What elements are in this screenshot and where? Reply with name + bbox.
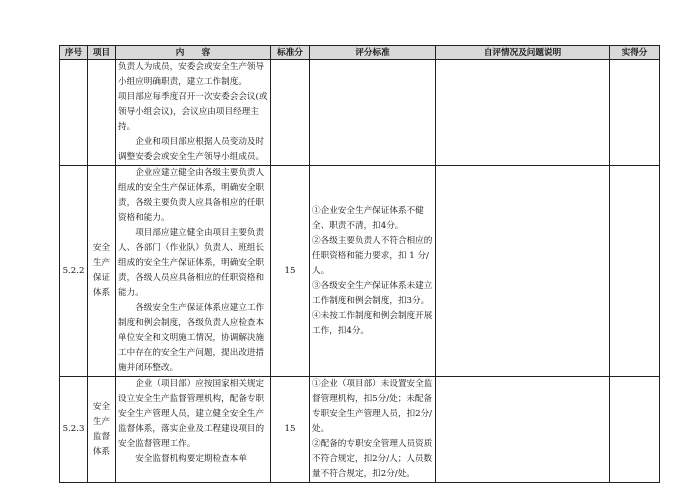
content-paragraph: 负责人为成员，安委会或安全生产领导小组应明确职责，建立工作制度。 <box>118 62 265 87</box>
criteria-line: ④未按工作制度和例会制度开展工作，扣4分。 <box>312 310 433 336</box>
criteria-line: ②各级主要负责人不符合相应的任职资格和能力要求，扣 1 分/人。 <box>312 235 433 276</box>
header-item: 项目 <box>88 46 116 60</box>
header-no: 序号 <box>60 46 88 60</box>
content-paragraph: 企业和项目部应根据人员变动及时调整安委会或安全生产领导小组成员。 <box>118 137 265 162</box>
criteria-line: ②配备的专职安全管理人员资质不符合规定，扣2分/人；人员数量不符合规定，扣2分/处。 <box>312 439 433 479</box>
header-score: 标准分 <box>271 46 310 60</box>
header-got: 实得分 <box>610 46 660 60</box>
content-paragraph: 企业应建立健全由各级主要负责人组成的安全生产保证体系，明确安全职责，各级主要负责人应具备相应的任职资格和能力。 <box>118 168 265 223</box>
table-row <box>60 60 660 166</box>
row-content <box>116 377 271 483</box>
row-content <box>116 166 271 377</box>
content-paragraph: 各级安全生产保证体系应建立工作制度和例会制度，各级负责人应检查本单位安全和文明施工情况，协调解决施工中存在的安全生产问题，提出改进措施并闭环整改。 <box>118 303 265 373</box>
criteria-line: ①企业安全生产保证体系不健全、职责不清，扣4分。 <box>312 205 424 231</box>
row-standard-score: 15 <box>271 166 310 377</box>
content-paragraph: 安全监督机构要定期检查本单 <box>135 454 247 464</box>
row-self-eval <box>436 377 610 483</box>
row-got-score <box>610 166 660 377</box>
header-criteria: 评分标准 <box>310 46 436 60</box>
row-self-eval <box>436 60 610 166</box>
row-criteria <box>310 377 436 483</box>
row-criteria <box>310 60 436 166</box>
row-item <box>88 60 116 166</box>
content-paragraph: 项目部应建立健全由项目主要负责人、各部门（作业队）负责人、班组长组成的安全生产保证体系，明确安全职责，各级人员应具备相应的任职资格和能力。 <box>118 228 265 298</box>
criteria-line: ③各级安全生产保证体系未建立工作制度和例会制度，扣3分。 <box>312 280 433 306</box>
row-number <box>60 60 88 166</box>
header-content: 内 容 <box>116 46 271 60</box>
row-self-eval <box>436 166 610 377</box>
row-got-score <box>610 377 660 483</box>
evaluation-table <box>59 45 660 483</box>
header-row <box>60 46 660 60</box>
row-criteria <box>310 166 436 377</box>
row-number: 5.2.3 <box>60 377 88 483</box>
row-got-score <box>610 60 660 166</box>
table-row <box>60 377 660 483</box>
row-standard-score: 15 <box>271 377 310 483</box>
table-row <box>60 166 660 377</box>
row-content <box>116 60 271 166</box>
row-item: 安全生产保证体系 <box>88 166 116 377</box>
header-self-eval: 自评情况及问题说明 <box>436 46 610 60</box>
content-paragraph: 企业（项目部）应按国家相关规定设立安全生产监督管理机构，配备专职安全生产管理人员，建立健全安全生产监督体系，落实企业及工程建设项目的安全监督管理工作。 <box>118 379 265 449</box>
content-paragraph: 项目部应每季度召开一次安委会会议(或领导小组会议)，会议应由项目经理主持。 <box>118 92 268 132</box>
row-number: 5.2.2 <box>60 166 88 377</box>
row-standard-score <box>271 60 310 166</box>
row-item: 安全生产监督体系 <box>88 377 116 483</box>
criteria-line: ①企业（项目部）未设置安全监督管理机构，扣5分/处；未配备专职安全生产管理人员，扣2分/处。 <box>312 379 433 434</box>
